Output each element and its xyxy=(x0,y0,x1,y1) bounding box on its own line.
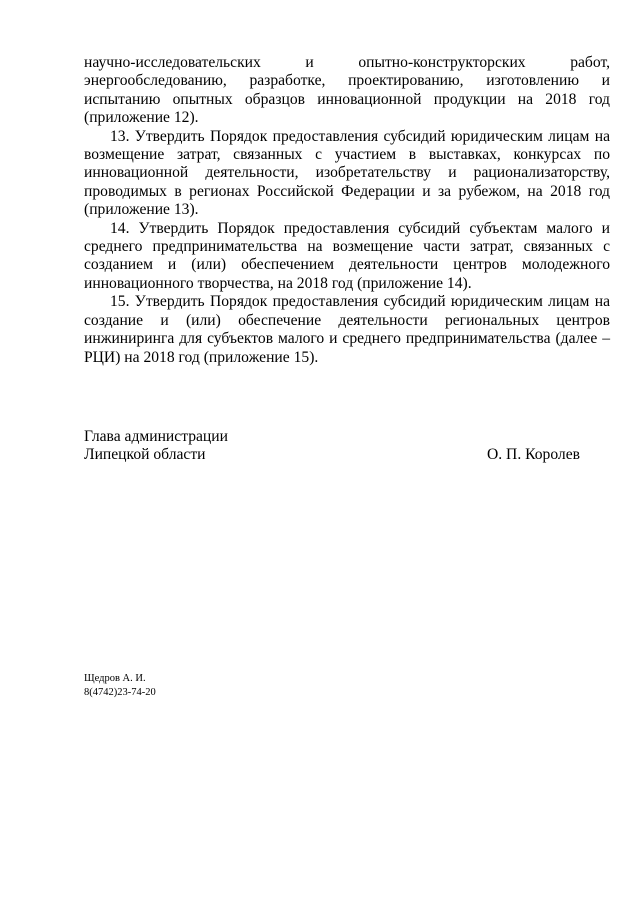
signature-position-line2: Липецкой области xyxy=(84,446,206,464)
signature-row xyxy=(84,446,580,464)
signature-block xyxy=(84,428,580,465)
signer-name: О. П. Королев xyxy=(487,446,580,464)
paragraph-item-13: 13. Утвердить Порядок предоставления субсидий юридическим лицам на возмещение затрат, связанных с участием в выставках, конкурсах по инновационной деятельности, изобретательству и рационализаторству, проводимых в регионах Российской Федерации и за рубежом, на 2018 год (приложение 13). xyxy=(84,127,610,219)
executor-block xyxy=(84,672,156,699)
paragraph-item-15: 15. Утвердить Порядок предоставления субсидий юридическим лицам на создание и (или) обеспечение деятельности региональных центров инжиниринга для субъектов малого и среднего предпринимательства (далее – РЦИ) на 2018 год (приложение 15). xyxy=(84,293,610,366)
executor-phone: 8(4742)23-74-20 xyxy=(84,686,156,698)
paragraph-item-14: 14. Утвердить Порядок предоставления субсидий субъектам малого и среднего предпринимательства на возмещение части затрат, связанных с созданием и (или) обеспечением деятельности центров молодежного инновационного творчества, на 2018 год (приложение 14). xyxy=(84,219,610,292)
executor-name: Щедров А. И. xyxy=(84,673,146,684)
signature-position-line1: Глава администрации xyxy=(84,428,228,445)
document-body xyxy=(84,54,610,367)
paragraph-continuation: научно-исследовательских и опытно-конструкторских работ, энергообследованию, разработке, проектированию, изготовлению и испытанию опытных образцов инновационной продукции на 2018 год (приложение 12). xyxy=(84,54,610,127)
